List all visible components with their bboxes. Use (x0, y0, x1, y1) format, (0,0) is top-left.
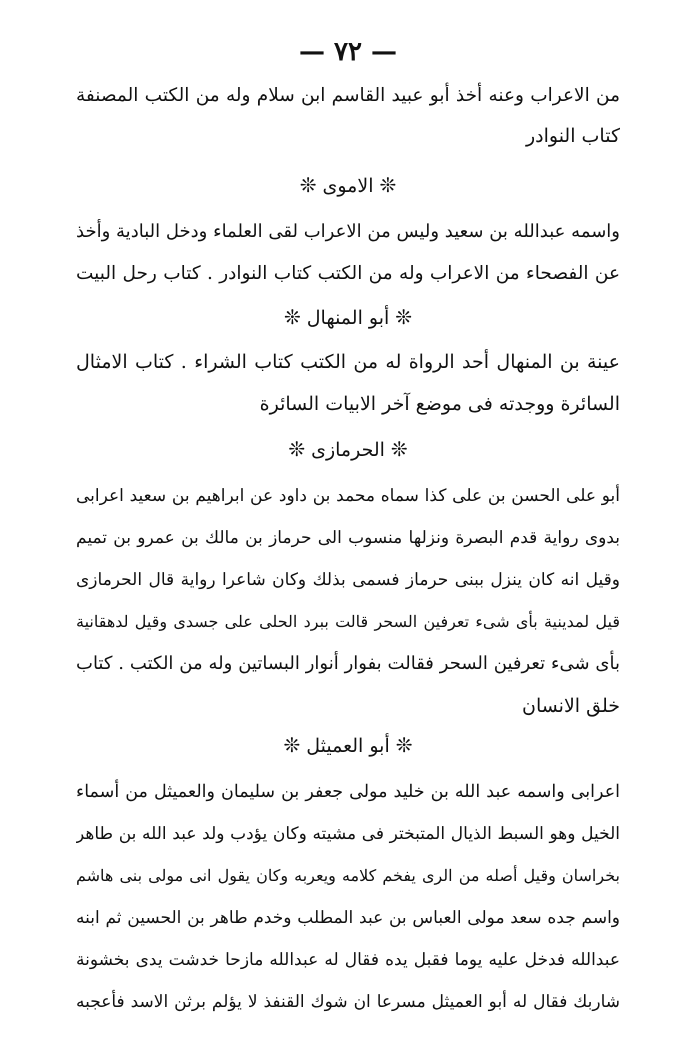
ornament-icon: ❊ (288, 437, 306, 461)
text-line: الخيل وهو السبط الذيال المتبختر فى مشيته وكان يؤدب ولد عبد الله بن طاهر (76, 824, 620, 844)
text-line: من الاعراب وعنه أخذ أبو عبيد القاسم ابن سلام وله من الكتب المصنفة (76, 85, 620, 106)
text-line: واسم جده سعد مولى العباس بن عبد المطلب وخدم طاهر بن الحسين ثم ابنه (76, 908, 620, 928)
section-title: أبو المنهال (306, 307, 390, 329)
ornament-icon: ❊ (395, 305, 413, 329)
section-heading-abu-umaythil (0, 728, 696, 763)
section-heading-abu-minhal (0, 300, 696, 335)
text-line: عبدالله فدخل عليه يوما فقبل يده فقال له عبدالله مازحا خدشت يدى بخشونة (76, 950, 620, 970)
section-heading-amawi (0, 168, 696, 203)
text-line: بخراسان وقيل أصله من الرى يفخم كلامه ويعربه وكان يقول انى مولى بنى هاشم (76, 866, 620, 885)
text-line: قيل لمدينية بأى شىء تعرفين السحر قالت ببرد الحلى على جسدى وقيل لدهقانية (76, 612, 620, 631)
text-line: عينة بن المنهال أحد الرواة له من الكتب كتاب الشراء . كتاب الامثال (76, 351, 620, 373)
text-line: خلق الانسان (521, 695, 620, 717)
ornament-icon: ❊ (379, 173, 397, 197)
text-line: بدوى رواية قدم البصرة ونزلها منسوب الى حرماز بن مالك بن عمرو بن تميم (76, 528, 620, 548)
ornament-icon: ❊ (283, 305, 301, 329)
section-heading-hirmazi (0, 432, 696, 467)
text-line: كتاب النوادر (525, 125, 620, 147)
text-line: وقيل انه كان ينزل ببنى حرماز فسمى بذلك وكان شاعرا رواية قال الحرمازى (76, 570, 620, 590)
section-title: الحرمازى (311, 439, 385, 461)
text-line: عن الفصحاء من الاعراب وله من الكتب كتاب النوادر . كتاب رحل البيت (76, 263, 620, 284)
text-line: اعرابى واسمه عبد الله بن خليد مولى جعفر بن سليمان والعميثل من أسماء (76, 782, 620, 802)
text-line: أبو على الحسن بن على كذا سماه محمد بن داود عن ابراهيم بن سعيد اعرابى (76, 486, 620, 506)
ornament-icon: ❊ (283, 733, 301, 757)
text-line: واسمه عبدالله بن سعيد وليس من الاعراب لقى العلماء ودخل البادية وأخذ (76, 221, 620, 242)
section-title: أبو العميثل (306, 735, 390, 757)
section-title: الاموى (322, 175, 374, 197)
text-line: السائرة ووجدته فى موضع آخر الابيات السائرة (259, 393, 620, 415)
ornament-icon: ❊ (390, 437, 408, 461)
ornament-icon: ❊ (395, 733, 413, 757)
text-line: بأى شىء تعرفين السحر فقالت بفوار أنوار البساتين وله من الكتب . كتاب (76, 653, 620, 674)
text-line: شاربك فقال له أبو العميثل مسرعا ان شوك القنفذ لا يؤلم برثن الاسد فأعجبه (76, 992, 620, 1012)
ornament-icon: ❊ (299, 173, 317, 197)
page-number: — ٧٢ — (298, 37, 398, 67)
